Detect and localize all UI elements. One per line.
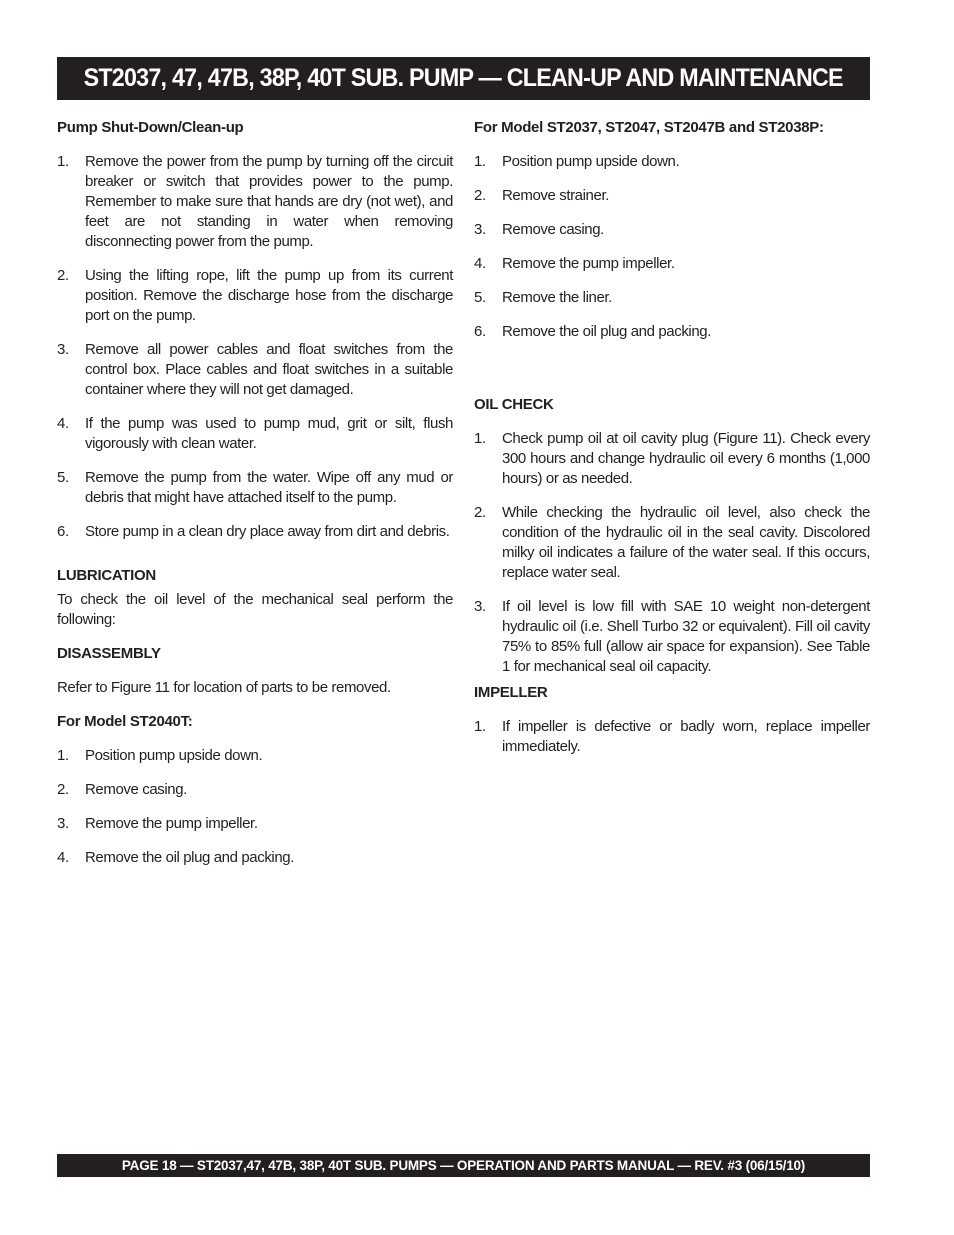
step-text: Position pump upside down. xyxy=(502,153,680,170)
step-text: Remove the pump impeller. xyxy=(85,815,258,832)
step-number: 4. xyxy=(57,415,69,432)
step-text: If impeller is defective or badly worn, replace impeller immediately. xyxy=(502,718,870,755)
step-number: 3. xyxy=(474,221,486,238)
shutdown-heading: Pump Shut-Down/Clean-up xyxy=(57,119,244,136)
step-text: If the pump was used to pump mud, grit or silt, flush vigorously with clean water. xyxy=(85,415,453,452)
step-number: 4. xyxy=(57,849,69,866)
list-item xyxy=(474,254,870,274)
lubrication-text: To check the oil level of the mechanical seal perform the following: xyxy=(57,591,453,628)
list-item xyxy=(57,152,453,252)
step-number: 1. xyxy=(474,430,486,447)
list-item xyxy=(474,429,870,489)
step-number: 5. xyxy=(57,469,69,486)
step-text: Remove the pump impeller. xyxy=(502,255,675,272)
step-text: Store pump in a clean dry place away from dirt and debris. xyxy=(85,523,450,540)
step-text: Remove strainer. xyxy=(502,187,609,204)
step-text: Remove the pump from the water. Wipe off any mud or debris that might have attached itself to the pump. xyxy=(85,469,453,506)
page-footer xyxy=(57,1154,870,1177)
models-heading: For Model ST2037, ST2047, ST2047B and ST2038P: xyxy=(474,119,824,136)
step-number: 3. xyxy=(474,598,486,615)
disassembly-heading: DISASSEMBLY xyxy=(57,645,161,662)
list-item xyxy=(474,288,870,308)
step-text: Position pump upside down. xyxy=(85,747,263,764)
step-number: 6. xyxy=(474,323,486,340)
list-item xyxy=(57,522,453,542)
step-number: 3. xyxy=(57,341,69,358)
step-number: 2. xyxy=(474,504,486,521)
step-number: 2. xyxy=(474,187,486,204)
step-number: 1. xyxy=(57,747,69,764)
list-item xyxy=(474,322,870,342)
step-text: Remove casing. xyxy=(85,781,187,798)
left-column xyxy=(57,118,453,882)
step-text: Remove all power cables and float switches from the control box. Place cables and float switches in a suitable container where they will not get damaged. xyxy=(85,341,453,398)
step-number: 5. xyxy=(474,289,486,306)
step-text: Check pump oil at oil cavity plug (Figure 11). Check every 300 hours and change hydraulic oil every 6 months (1,000 hours) or as needed. xyxy=(502,430,870,487)
list-item xyxy=(57,814,453,834)
right-column xyxy=(474,118,870,771)
list-item xyxy=(474,503,870,583)
step-text: Remove casing. xyxy=(502,221,604,238)
step-number: 1. xyxy=(57,153,69,170)
page-title-bar xyxy=(57,57,870,100)
step-text: Remove the oil plug and packing. xyxy=(85,849,295,866)
step-number: 1. xyxy=(474,718,486,735)
list-item xyxy=(57,340,453,400)
list-item xyxy=(57,468,453,508)
step-text: Remove the liner. xyxy=(502,289,612,306)
shutdown-steps xyxy=(57,152,453,542)
step-text: If oil level is low fill with SAE 10 weight non-detergent hydraulic oil (i.e. Shell Turbo 32 or equivalent). Fill oil cavity 75% to 85% full (allow air space for expansion). See Table 1 for mechanical seal oil capacity. xyxy=(502,598,870,675)
page-title: ST2037, 47, 47B, 38P, 40T SUB. PUMP — CLEAN-UP AND MAINTENANCE xyxy=(83,64,844,92)
disassembly-text: Refer to Figure 11 for location of parts to be removed. xyxy=(57,679,391,696)
list-item xyxy=(57,780,453,800)
list-item xyxy=(57,746,453,766)
footer-text: PAGE 18 — ST2037,47, 47B, 38P, 40T SUB. PUMPS — OPERATION AND PARTS MANUAL — REV. #3 (06/15/10) xyxy=(121,1158,806,1173)
lubrication-heading: LUBRICATION xyxy=(57,567,156,584)
step-text: Remove the oil plug and packing. xyxy=(502,323,712,340)
step-number: 4. xyxy=(474,255,486,272)
st2040t-heading: For Model ST2040T: xyxy=(57,713,193,730)
step-text: Remove the power from the pump by turning off the circuit breaker or switch that provides power to the pump. Remember to make sure that hands are dry (not wet), and feet are not standing in water when removing disconnecting power from the pump. xyxy=(85,153,453,250)
models-steps xyxy=(474,152,870,342)
step-number: 1. xyxy=(474,153,486,170)
st2040t-steps xyxy=(57,746,453,868)
oil-check-heading: OIL CHECK xyxy=(474,396,554,413)
step-text: Using the lifting rope, lift the pump up from its current position. Remove the discharge hose from the discharge port on the pump. xyxy=(85,267,453,324)
step-number: 3. xyxy=(57,815,69,832)
step-number: 2. xyxy=(57,267,69,284)
list-item xyxy=(57,266,453,326)
list-item xyxy=(474,186,870,206)
list-item xyxy=(57,848,453,868)
impeller-heading: IMPELLER xyxy=(474,684,548,701)
step-number: 2. xyxy=(57,781,69,798)
list-item xyxy=(474,597,870,677)
list-item xyxy=(474,220,870,240)
list-item xyxy=(474,717,870,757)
list-item xyxy=(57,414,453,454)
impeller-steps xyxy=(474,717,870,757)
oil-check-steps xyxy=(474,429,870,677)
list-item xyxy=(474,152,870,172)
step-number: 6. xyxy=(57,523,69,540)
step-text: While checking the hydraulic oil level, also check the condition of the hydraulic oil in the seal cavity. Discolored milky oil indicates a failure of the water seal. If this occurs, replace water seal. xyxy=(502,504,870,581)
